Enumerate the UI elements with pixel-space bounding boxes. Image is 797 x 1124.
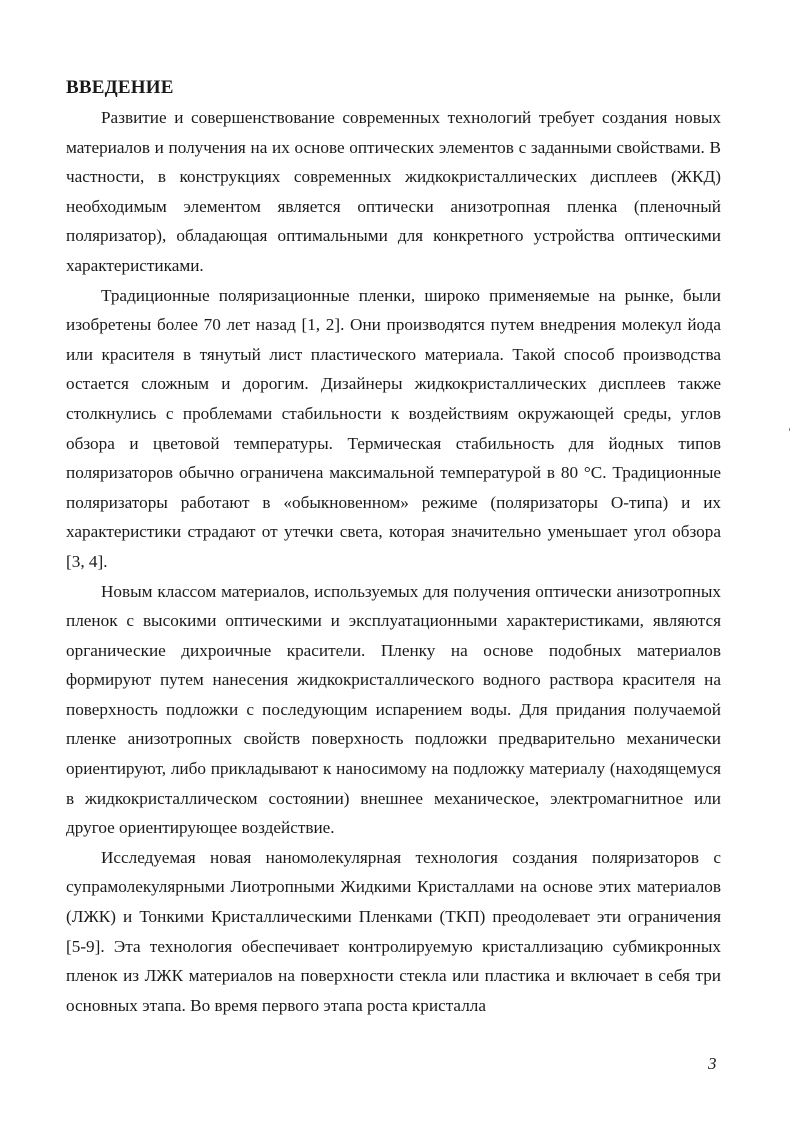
page-content xyxy=(66,74,721,1020)
paragraph-4: Исследуемая новая наномолекулярная технология создания поляризаторов с супрамолекулярными Лиотропными Жидкими Кристаллами на основе этих материалов (ЛЖК) и Тонкими Кристаллическими Пленками (ТКП) преодолевает эти ограничения [5-9]. Эта технология обеспечивает контролируемую кристаллизацию субмикронных пленок из ЛЖК материалов на поверхности стекла или пластика и включает в себя три основных этапа. Во время первого этапа роста кристалла xyxy=(66,847,721,1015)
page-number: 3 xyxy=(708,1054,717,1073)
paragraph-2: Традиционные поляризационные пленки, широко применяемые на рынке, были изобретены более 70 лет назад [1, 2]. Они производятся путем внедрения молекул йода или красителя в тянутый лист пластического материала. Такой способ производства остается сложным и дорогим. Дизайнеры жидкокристаллических дисплеев также столкнулись с проблемами стабильности к воздействиям окружающей среды, углов обзора и цветовой температуры. Термическая стабильность для йодных типов поляризаторов обычно ограничена максимальной температурой в 80 °С. Традиционные поляризаторы работают в «обыкновенном» режиме (поляризаторы О-типа) и их характеристики страдают от утечки света, которая значительно уменьшает угол обзора [3, 4]. xyxy=(66,285,721,571)
section-heading: ВВЕДЕНИЕ xyxy=(66,77,174,98)
paragraph-1: Развитие и совершенствование современных технологий требует создания новых материалов и получения на их основе оптических элементов с заданными свойствами. В частности, в конструкциях современных жидкокристаллических дисплеев (ЖКД) необходимым элементом является оптически анизотропная пленка (пленочный поляризатор), обладающая оптимальными для конкретного устройства оптическими характеристиками. xyxy=(66,108,721,275)
paragraph-3: Новым классом материалов, используемых для получения оптически анизотропных пленок с высокими оптическими и эксплуатационными характеристиками, являются органические дихроичные красители. Пленку на основе подобных материалов формируют путем нанесения жидкокристаллического водного раствора красителя на поверхность подложки с последующим испарением воды. Для придания получаемой пленке анизотропных свойств поверхность подложки предварительно механически ориентируют, либо прикладывают к наносимому на подложку материалу (находящемуся в жидкокристаллическом состоянии) внешнее механическое, электромагнитное или другое ориентирующее воздействие. xyxy=(66,581,721,838)
scan-edge-mark xyxy=(789,428,790,431)
